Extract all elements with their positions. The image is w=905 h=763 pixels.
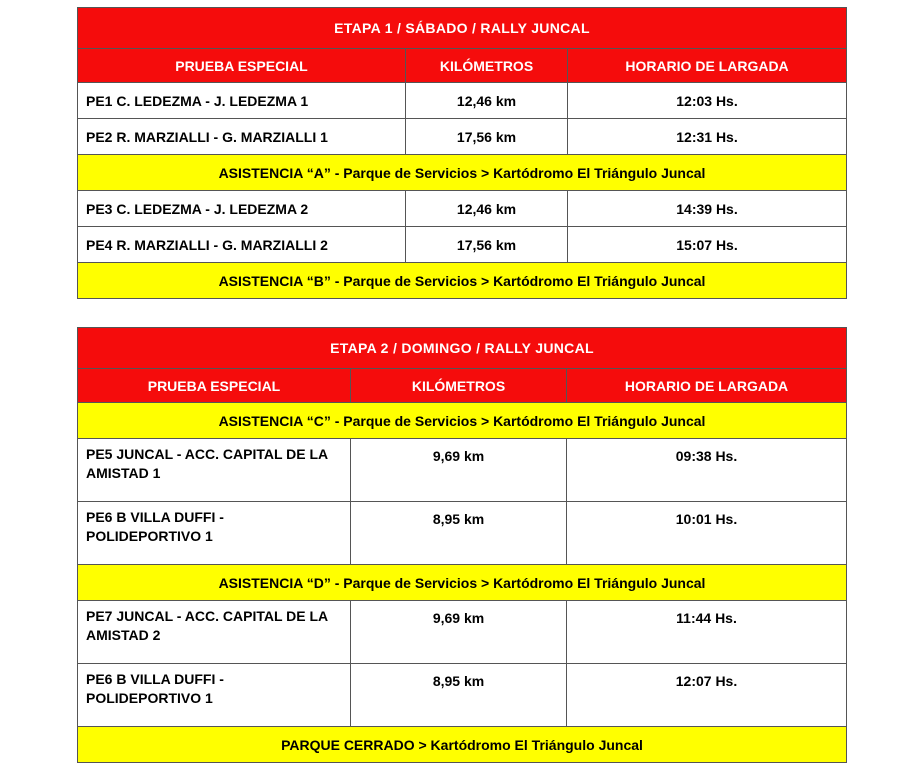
stage-2-title: ETAPA 2 / DOMINGO / RALLY JUNCAL	[78, 328, 847, 369]
stage-time: 12:07 Hs.	[567, 664, 847, 727]
stage-km: 17,56 km	[406, 227, 568, 263]
table-row	[78, 119, 847, 155]
stage-name: PE5 JUNCAL - ACC. CAPITAL DE LA AMISTAD 1	[78, 439, 351, 502]
assistance-row: ASISTENCIA “C” - Parque de Servicios > Kartódromo El Triángulo Juncal	[78, 403, 847, 439]
stage-1-table	[77, 7, 847, 299]
stage-1-title: ETAPA 1 / SÁBADO / RALLY JUNCAL	[78, 8, 847, 49]
stage-name: PE4 R. MARZIALLI - G. MARZIALLI 2	[78, 227, 406, 263]
stage-name: PE1 C. LEDEZMA - J. LEDEZMA 1	[78, 83, 406, 119]
stage-time: 14:39 Hs.	[568, 191, 847, 227]
column-header-special-stage: PRUEBA ESPECIAL	[78, 369, 351, 403]
stage-km: 9,69 km	[351, 439, 567, 502]
table-row	[78, 191, 847, 227]
closed-park-row: PARQUE CERRADO > Kartódromo El Triángulo Juncal	[78, 727, 847, 763]
column-header-start-time: HORARIO DE LARGADA	[568, 49, 847, 83]
stage-km: 9,69 km	[351, 601, 567, 664]
stage-name: PE7 JUNCAL - ACC. CAPITAL DE LA AMISTAD 2	[78, 601, 351, 664]
column-header-start-time: HORARIO DE LARGADA	[567, 369, 847, 403]
stage-time: 11:44 Hs.	[567, 601, 847, 664]
stage-name: PE6 B VILLA DUFFI - POLIDEPORTIVO 1	[78, 502, 351, 565]
stage-km: 8,95 km	[351, 502, 567, 565]
stage-time: 12:31 Hs.	[568, 119, 847, 155]
stage-name: PE2 R. MARZIALLI - G. MARZIALLI 1	[78, 119, 406, 155]
stage-2-table	[77, 327, 847, 763]
table-row	[78, 439, 847, 502]
table-row	[78, 502, 847, 565]
stage-time: 15:07 Hs.	[568, 227, 847, 263]
table-row	[78, 664, 847, 727]
column-header-special-stage: PRUEBA ESPECIAL	[78, 49, 406, 83]
table-row	[78, 227, 847, 263]
assistance-row: ASISTENCIA “A” - Parque de Servicios > Kartódromo El Triángulo Juncal	[78, 155, 847, 191]
column-header-kilometers: KILÓMETROS	[406, 49, 568, 83]
stage-time: 12:03 Hs.	[568, 83, 847, 119]
assistance-row: ASISTENCIA “B” - Parque de Servicios > Kartódromo El Triángulo Juncal	[78, 263, 847, 299]
table-row	[78, 83, 847, 119]
column-header-kilometers: KILÓMETROS	[351, 369, 567, 403]
stage-time: 10:01 Hs.	[567, 502, 847, 565]
assistance-row: ASISTENCIA “D” - Parque de Servicios > Kartódromo El Triángulo Juncal	[78, 565, 847, 601]
stage-km: 12,46 km	[406, 191, 568, 227]
stage-km: 12,46 km	[406, 83, 568, 119]
stage-time: 09:38 Hs.	[567, 439, 847, 502]
table-row	[78, 601, 847, 664]
stage-km: 8,95 km	[351, 664, 567, 727]
stage-km: 17,56 km	[406, 119, 568, 155]
stage-name: PE3 C. LEDEZMA - J. LEDEZMA 2	[78, 191, 406, 227]
stage-name: PE6 B VILLA DUFFI - POLIDEPORTIVO 1	[78, 664, 351, 727]
